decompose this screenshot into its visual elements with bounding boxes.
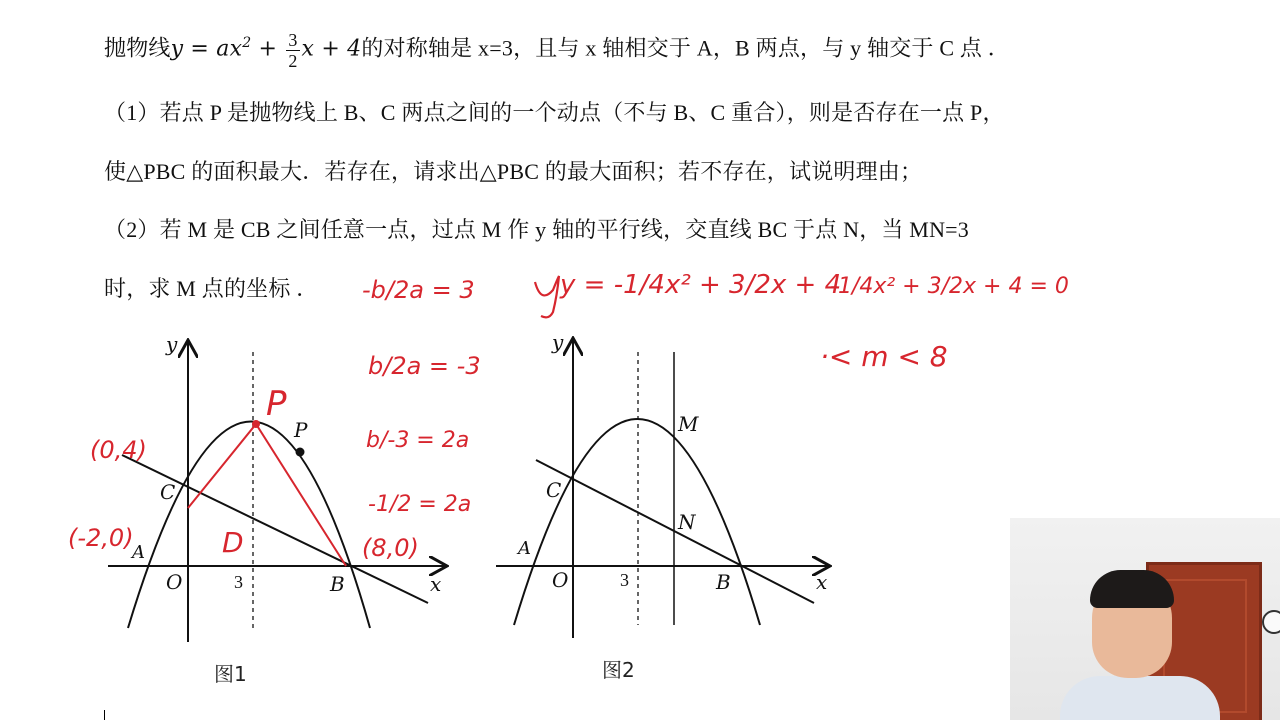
annotation-point-b: (8,0)	[362, 534, 419, 562]
fig1-red-vertex	[252, 420, 260, 428]
equation-exponent: 2	[242, 35, 252, 51]
fig1-point-p	[296, 448, 305, 457]
webcam-video	[1010, 518, 1280, 720]
fig2-label-b: B	[716, 570, 731, 594]
annotation-axis-formula: -b/2a = 3	[362, 276, 475, 304]
problem-text-1b: 的对称轴是 x=3，且与 x 轴相交于 A，B 两点，与 y 轴交于 C 点 ．	[361, 35, 1011, 61]
fig2-parabola	[514, 419, 760, 625]
fig1-parabola	[128, 422, 370, 629]
fig1-label-a: A	[132, 542, 145, 563]
annotation-point-c: (0,4)	[90, 436, 147, 464]
fig2-label-o: O	[552, 568, 569, 592]
fraction-denominator: 2	[288, 50, 298, 71]
problem-line-3: 使△PBC 的面积最大．若存在，请求出△PBC 的最大面积；若不存在，试说明理由；	[104, 159, 923, 184]
presenter-shirt	[1060, 676, 1220, 720]
fraction-numerator: 3	[288, 29, 298, 50]
fig2-label-x: x	[816, 570, 828, 594]
annotation-axis-formula-4: -1/2 = 2a	[368, 492, 472, 517]
annotation-point-p-red: P	[266, 384, 287, 424]
fig2-label-y: y	[552, 330, 564, 354]
text-cursor	[104, 710, 105, 720]
annotation-range: ·< m < 8	[820, 340, 948, 373]
annotation-axis-formula-3: b/-3 = 2a	[366, 428, 470, 453]
fig1-label-o: O	[166, 570, 183, 594]
clock-icon	[1262, 610, 1280, 634]
annotation-roots-equation: -1/4x² + 3/2x + 4 = 0	[830, 274, 1069, 299]
handwritten-y-stroke	[535, 276, 559, 317]
fig1-label-x: x	[430, 572, 442, 596]
annotation-axis-formula-2: b/2a = -3	[368, 352, 481, 380]
fig2-caption: 图2	[602, 658, 635, 682]
fig1-label-y: y	[166, 332, 178, 356]
presenter-hair	[1090, 570, 1174, 608]
fig2-line-bc	[536, 460, 814, 603]
problem-line-5: 时，求 M 点的坐标 ．	[104, 276, 319, 301]
problem-line-4: （2）若 M 是 CB 之间任意一点，过点 M 作 y 轴的平行线，交直线 BC 于点 N，当 MN=3	[104, 217, 969, 242]
fig2-label-c: C	[546, 478, 562, 502]
fig1-label-p: P	[294, 418, 308, 442]
fig2-label-a: A	[518, 538, 531, 559]
equation-tail: x + 4	[301, 36, 362, 62]
fig1-label-b: B	[330, 572, 345, 596]
annotation-point-a: (-2,0)	[68, 524, 134, 552]
fig1-tick-3: 3	[234, 572, 243, 592]
problem-line-2: （1）若点 P 是抛物线上 B、C 两点之间的一个动点（不与 B、C 重合），则是否存在一点 P，	[104, 100, 1005, 125]
annotation-parabola-equation: y = -1/4x² + 3/2x + 4	[560, 270, 842, 300]
equation-lead: y = ax	[170, 36, 243, 62]
fig2-label-n: N	[678, 510, 696, 534]
fig1-label-c: C	[160, 480, 176, 504]
problem-text-1a: 抛物线	[104, 35, 171, 61]
fig2-label-m: M	[678, 412, 699, 436]
fig2-tick-3: 3	[620, 570, 629, 590]
annotation-region-d: D	[222, 526, 244, 559]
fig1-caption: 图1	[214, 662, 247, 686]
equation-plus: +	[251, 36, 285, 62]
